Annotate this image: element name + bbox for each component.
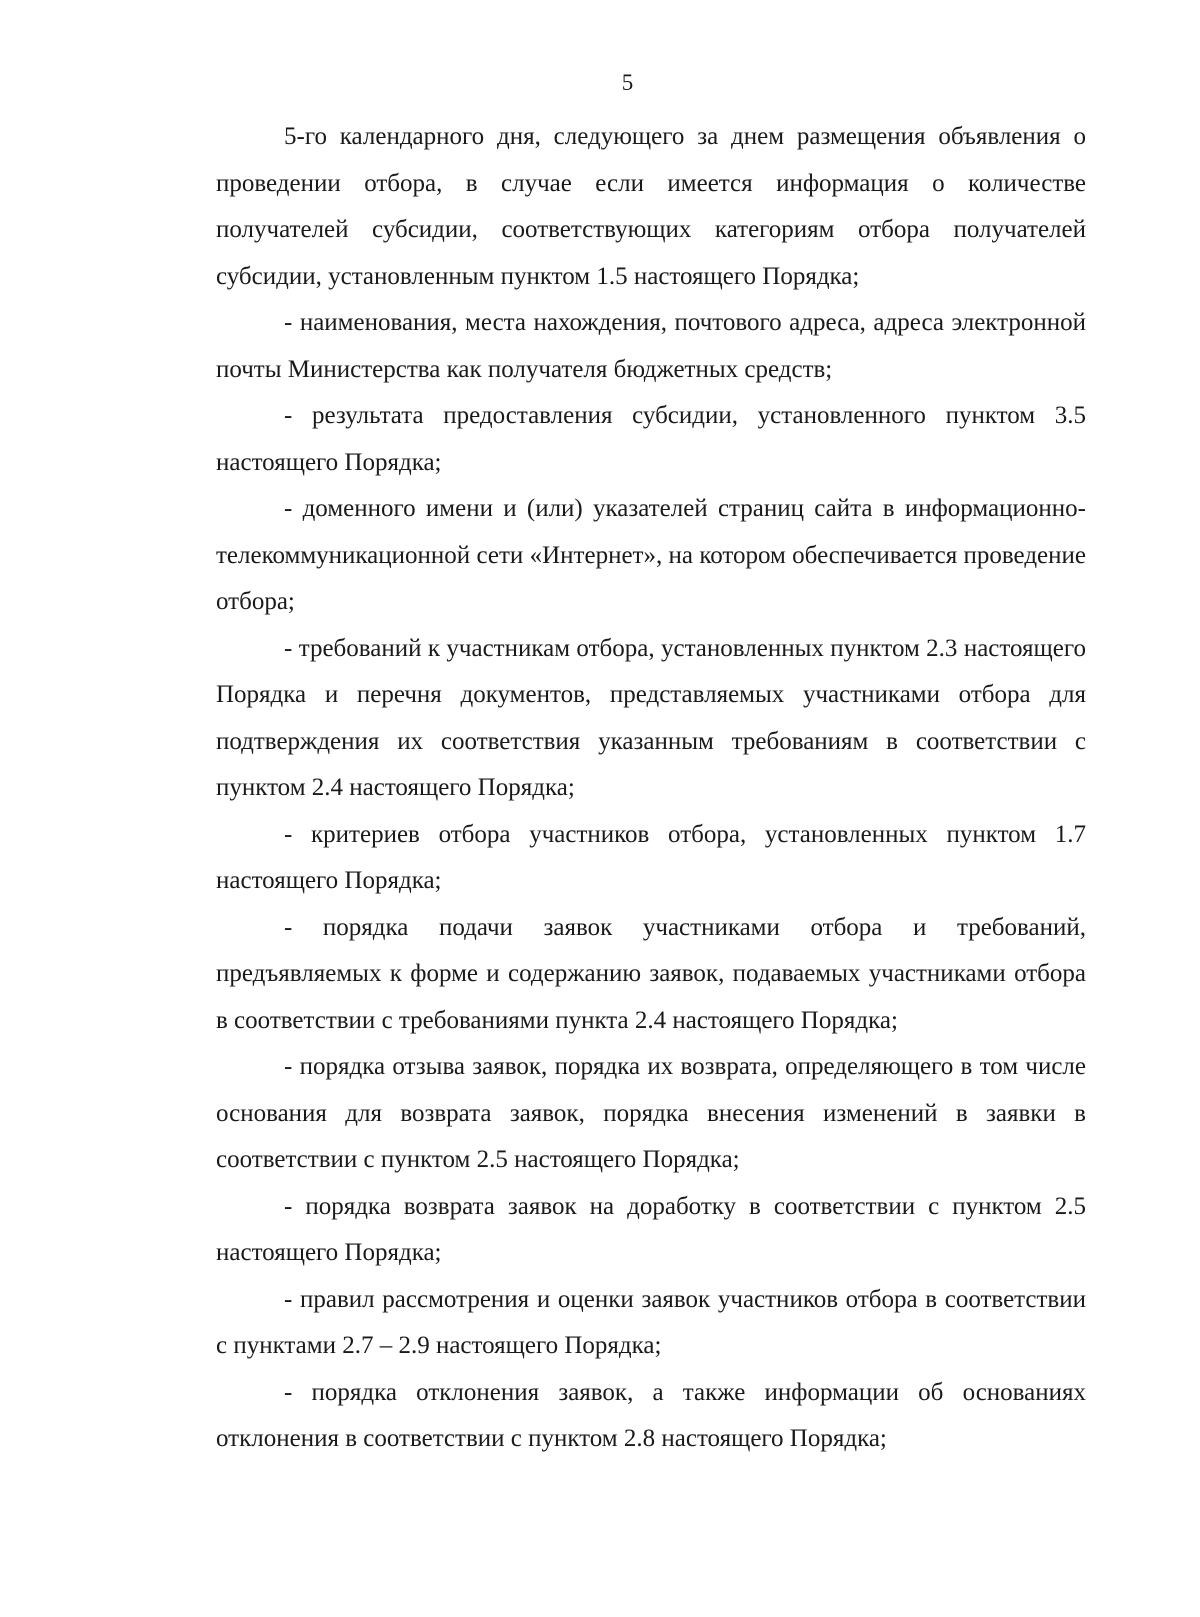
list-item: - правил рассмотрения и оценки заявок участников отбора в соответствии с пунктами 2.7 – 2.9 настоящего Порядка; <box>216 1285 1086 1359</box>
list-item: - результата предоставления субсидии, установленного пунктом 3.5 настоящего Порядка; <box>216 402 1086 476</box>
page-number: 5 <box>621 70 634 95</box>
list-item: - порядка отзыва заявок, порядка их возврата, определяющего в том числе основания для возврата заявок, порядка внесения изменений в заявки в соответствии с пунктом 2.5 настоящего Порядка; <box>216 1053 1086 1173</box>
paragraph: 5-го календарного дня, следующего за днем размещения объявления о проведении отбора, в случае если имеется информация о количестве получателей субсидии, соответствующих категориям отбора получателей субсидии, установленным пунктом 1.5 настоящего Порядка; <box>216 123 1086 290</box>
list-item: - порядка отклонения заявок, а также информации об основаниях отклонения в соответствии с пунктом 2.8 настоящего Порядка; <box>216 1378 1086 1452</box>
list-item: - порядка подачи заявок участниками отбора и требований, предъявляемых к форме и содержанию заявок, подаваемых участниками отбора в соответствии с требованиями пункта 2.4 настоящего Порядка; <box>216 913 1086 1034</box>
list-item: - наименования, места нахождения, почтового адреса, адреса электронной почты Министерства как получателя бюджетных средств; <box>216 309 1086 383</box>
list-item: - требований к участникам отбора, установленных пунктом 2.3 настоящего Порядка и перечня документов, представляемых участниками отбора для подтверждения их соответствия указанным требованиям в соответствии с пунктом 2.4 настоящего Порядка; <box>216 634 1086 801</box>
list-item: - критериев отбора участников отбора, установленных пунктом 1.7 настоящего Порядка; <box>216 820 1086 894</box>
list-item: - порядка возврата заявок на доработку в соответствии с пунктом 2.5 настоящего Порядка; <box>216 1192 1086 1266</box>
document-body <box>216 114 1086 1463</box>
list-item: - доменного имени и (или) указателей страниц сайта в информационно-телекоммуникационной сети «Интернет», на котором обеспечивается проведение отбора; <box>216 495 1086 615</box>
